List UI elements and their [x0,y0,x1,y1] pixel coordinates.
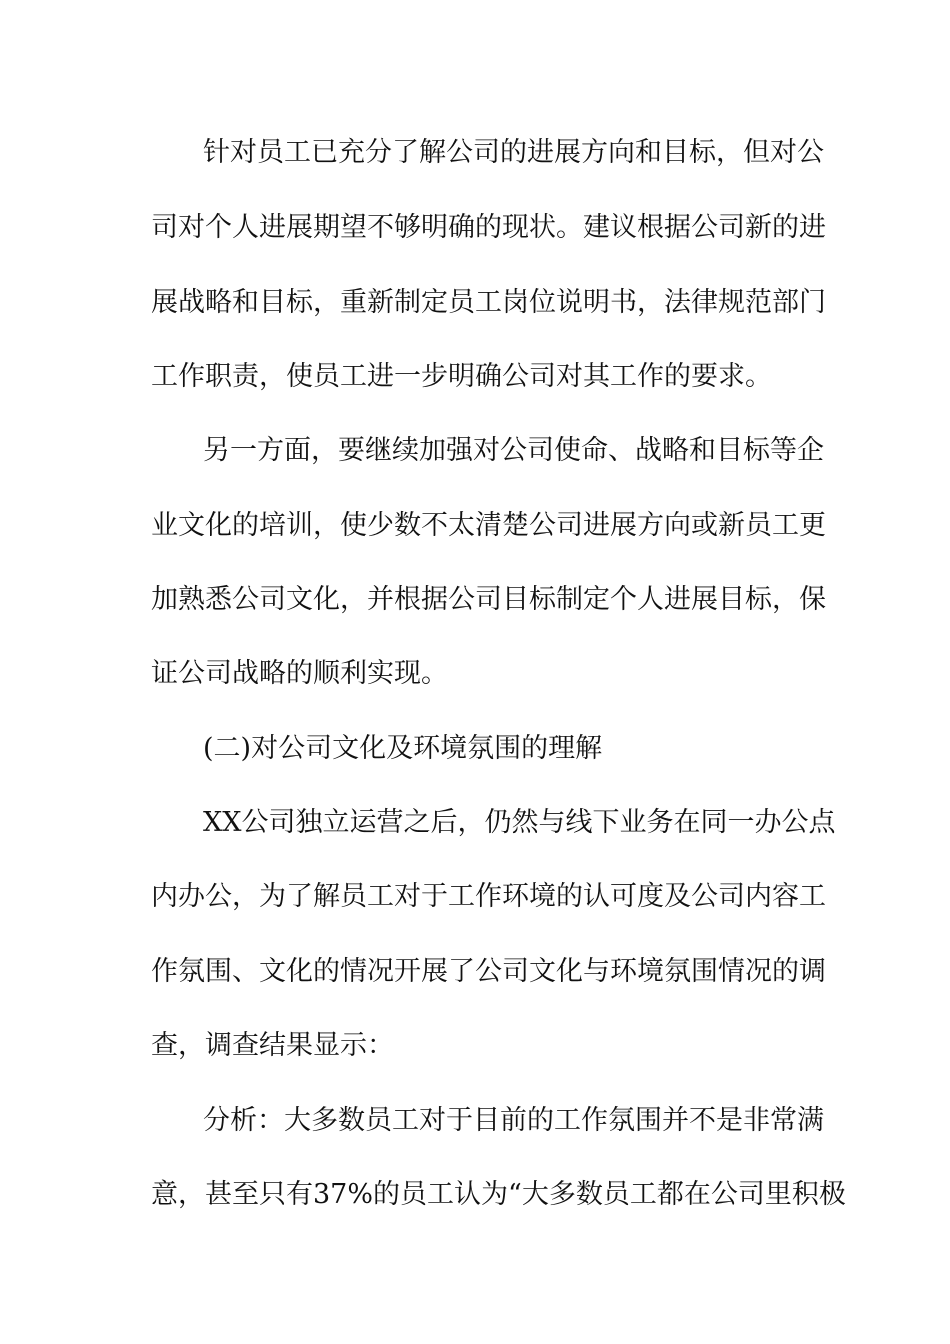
text-line: 查，调查结果显示： [151,1030,394,1061]
text-line: 内办公，为了解员工对于工作环境的认可度及公司内容工 [151,881,826,912]
text-line: 针对员工已充分了解公司的进展方向和目标，但对公 [203,137,824,168]
text-line: 业文化的培训，使少数不太清楚公司进展方向或新员工更 [151,510,826,541]
section-heading: (二)对公司文化及环境氛围的理解 [203,733,603,764]
text-line: 工作职责，使员工进一步明确公司对其工作的要求。 [151,361,772,392]
text-line: 分析：大多数员工对于目前的工作氛围并不是非常满 [203,1105,824,1136]
text-line: 证公司战略的顺利实现。 [151,658,448,689]
text-line: 意，甚至只有37%的员工认为“大多数员工都在公司里积极 [151,1179,846,1210]
text-line: 加熟悉公司文化，并根据公司目标制定个人进展目标，保 [151,584,826,615]
text-line: 作氛围、文化的情况开展了公司文化与环境氛围情况的调 [151,956,826,987]
text-line: XX公司独立运营之后，仍然与线下业务在同一办公点 [203,807,836,838]
text-line: 司对个人进展期望不够明确的现状。建议根据公司新的进 [151,212,826,243]
text-line: 展战略和目标，重新制定员工岗位说明书，法律规范部门 [151,287,826,318]
text-line: 另一方面，要继续加强对公司使命、战略和目标等企 [203,435,824,466]
